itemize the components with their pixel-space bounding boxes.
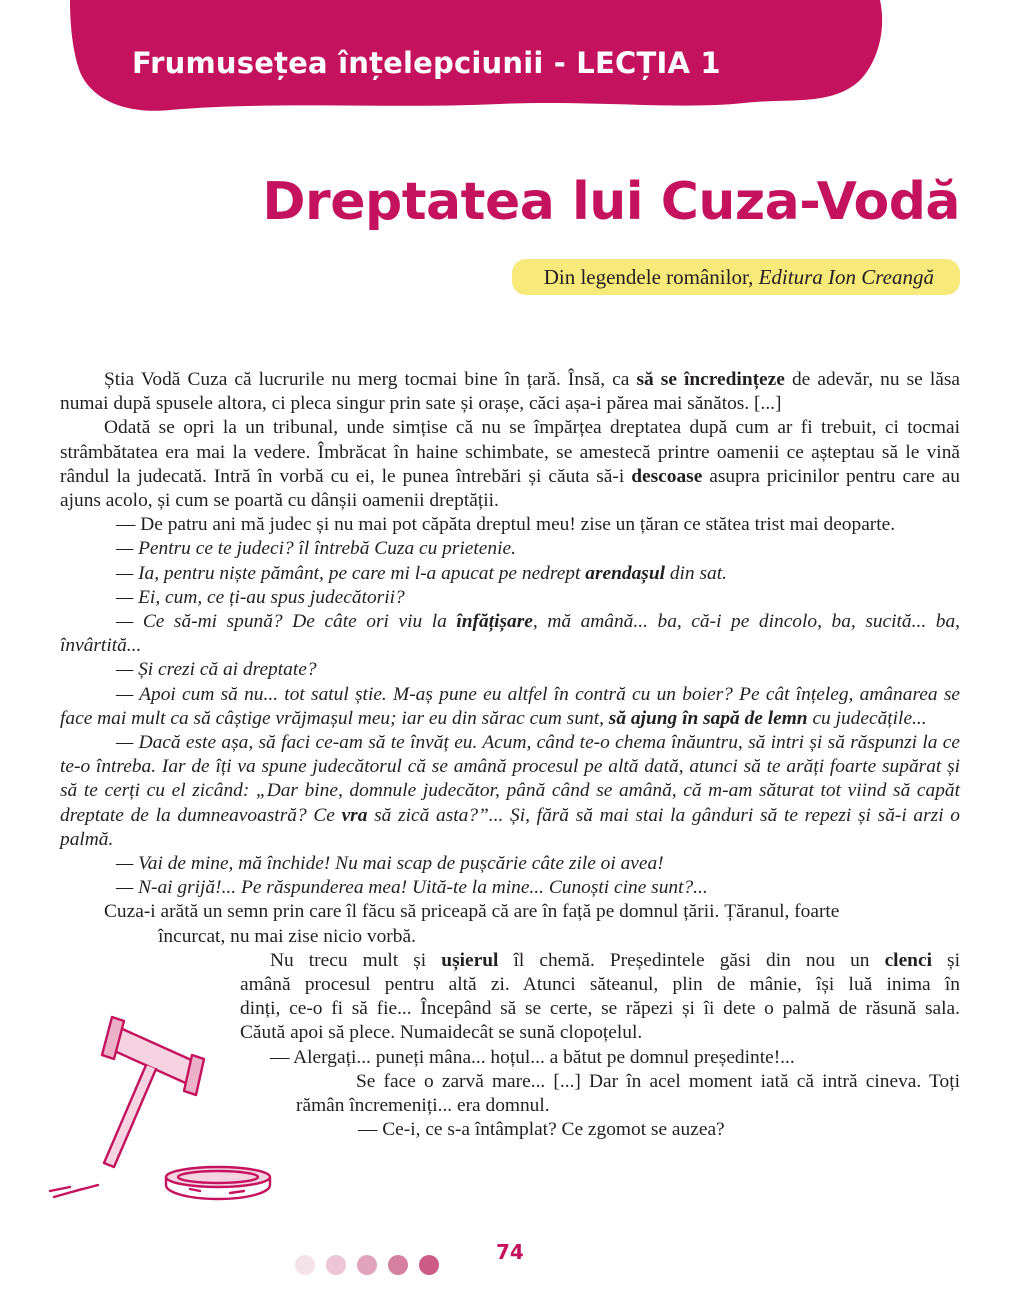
dialogue-line-4: — Ei, cum, ce ți-au spus judecătorii?: [116, 586, 405, 608]
keyword-infatisare: înfățișare: [456, 611, 533, 633]
keyword-sapa-de-lemn: să ajung în sapă de lemn: [608, 707, 808, 729]
paragraph-5-line-2: rămân încremeniți... era domnul.: [296, 1095, 550, 1117]
dot-1: [295, 1255, 315, 1275]
paragraph-4-line-2: amână procesul pentru altă zi. Atunci săteanul, plin de mânie, își luă inima în: [240, 974, 960, 996]
dialogue-line-11: — Alergați... puneți mâna... hoțul... a bătut pe domnul președinte!...: [270, 1046, 795, 1068]
source-box: [512, 259, 960, 295]
paragraph-2: Odată se opri la un tribunal, unde simțise că nu se împărțea dreptatea după cum ar fi trebuit, ci tocmai strâmbătatea era mai la vedere. Îmbrăcat în haine schimbate, se amestecă printre oamenii ce așteptau să le vină rândul la judecată. Intră în vorbă cu ei, le punea întrebări și căuta să-i descoase asupra pricinilor pentru care au ajuns acolo, și cum se poartă cu dânșii oamenii dreptății.: [60, 417, 960, 512]
paragraph-3-line-2: încurcat, nu mai zise nicio vorbă.: [158, 925, 416, 947]
keyword-descoase: descoase: [631, 465, 703, 487]
paragraph-4-line-4: Căută apoi să plece. Numaidecât se sună clopoțelul.: [240, 1022, 643, 1044]
lesson-title: Frumusețea înțelepciunii - LECȚIA 1: [132, 46, 721, 80]
gavel-icon: [40, 1005, 280, 1205]
paragraph-1: Știa Vodă Cuza că lucrurile nu merg tocmai bine în țară. Însă, ca să se încredințeze de adevăr, nu se lăsa numai după spusele altora, ci pleca singur prin sate și orașe, căci așa-i părea mai sănătos. [...]: [60, 369, 960, 415]
source-publisher: Editura Ion Creangă: [758, 265, 934, 289]
source-text: Din legendele românilor,: [543, 265, 754, 289]
dialogue-line-3: — Ia, pentru niște pământ, pe care mi l-a apucat pe nedrept arendașul din sat.: [116, 562, 727, 584]
keyword-arendasul: arendașul: [585, 562, 665, 584]
paragraph-4-line-3: dinți, ce-o fi să fie... Începând să se certe, se răpezi și îi dete o palmă de răsună sala.: [240, 998, 960, 1020]
page-title: Dreptatea lui Cuza-Vodă: [262, 172, 960, 232]
keyword-incredinteze: să se încredințeze: [636, 369, 785, 390]
page-dots: [294, 1253, 444, 1277]
dialogue-line-10: — N-ai grijă!... Pe răspunderea mea! Uită-te la mine... Cunoști cine sunt?...: [116, 877, 708, 899]
dialogue-line-9: — Vai de mine, mă închide! Nu mai scap de pușcărie câte zile oi avea!: [116, 853, 664, 875]
dialogue-line-7: — Apoi cum să nu... tot satul știe. M-aș pune eu altfel în contră cu un boier? Pe cât înțeleg, amânarea se face mai mult ca să câștige vrăjmașul meu; iar eu din sărac cum sunt, să ajung în sapă de lemn cu judecățile...: [60, 683, 960, 729]
keyword-usierul: ușierul: [441, 949, 499, 971]
dot-4: [388, 1255, 408, 1275]
dot-2: [326, 1255, 346, 1275]
dialogue-line-2: — Pentru ce te judeci? îl întrebă Cuza cu prietenie.: [116, 538, 516, 560]
dot-3: [357, 1255, 377, 1275]
dialogue-line-12: — Ce-i, ce s-a întâmplat? Ce zgomot se auzea?: [358, 1119, 725, 1141]
dialogue-line-6: — Și crezi că ai dreptate?: [116, 659, 317, 681]
paragraph-4-line-1: Nu trecu mult și ușierul îl chemă. Președintele găsi din nou un clenci și: [270, 949, 960, 971]
paragraph-5-line-1: Se face o zarvă mare... [...] Dar în acel moment iată că intră cineva. Toți: [356, 1070, 960, 1092]
paragraph-3-line-1: Cuza-i arătă un semn prin care îl făcu să priceapă că are în față pe domnul țării. Țăranul, foarte: [104, 901, 840, 923]
dot-5: [419, 1255, 439, 1275]
page-number: 74: [496, 1240, 524, 1264]
keyword-clenci: clenci: [884, 949, 932, 971]
keyword-vra: vra: [341, 804, 368, 826]
dialogue-line-8: — Dacă este așa, să faci ce-am să te învăț eu. Acum, când te-o chema înăuntru, să intri și să răspunzi la ce te-o întreba. Iar de îți va spune judecătorul că se amână procesul pe altă dată, atunci să te arăți foarte supărat și să te cerți cu el zicând: „Dar bine, domnule judecător, până când se amână, că m-am săturat tot viind să capăt dreptate de la dumneavoastră? Ce vra să zică asta?”... Și, fără să mai stai la gânduri să te repezi și să-i arzi o palmă.: [60, 732, 960, 850]
dialogue-line-1: — De patru ani mă judec și nu mai pot căpăta dreptul meu! zise un țăran ce stătea trist mai deoparte.: [116, 514, 896, 536]
dialogue-line-5: — Ce să-mi spună? De câte ori viu la înfățișare, mă amână... ba, că-i pe dincolo, ba, sucită... ba, învârtită...: [60, 611, 960, 657]
